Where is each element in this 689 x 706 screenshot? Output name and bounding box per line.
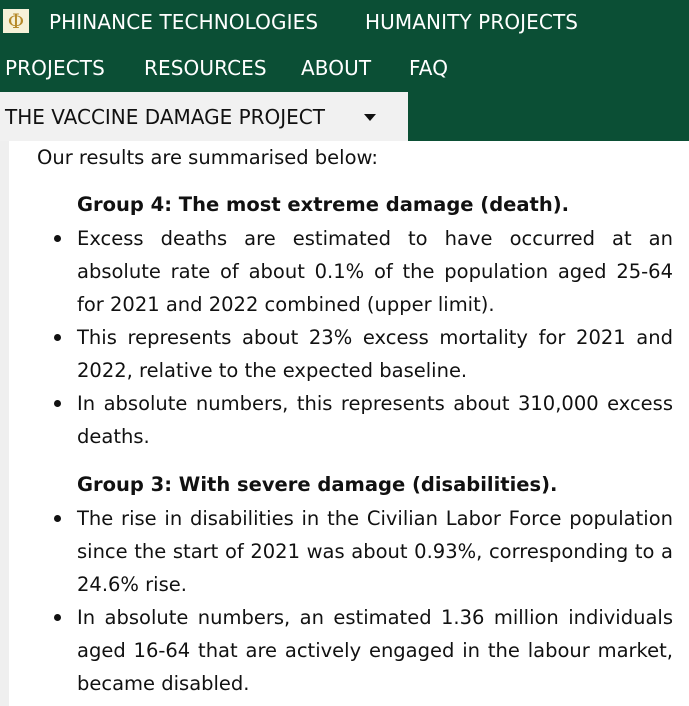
nav-link-resources[interactable]: RESOURCES: [144, 56, 267, 80]
project-dropdown[interactable]: [0, 92, 408, 141]
nav-link-about[interactable]: ABOUT: [301, 56, 372, 80]
phi-logo-icon[interactable]: Φ: [3, 9, 29, 33]
nav-link-phinance-technologies[interactable]: PHINANCE TECHNOLOGIES: [49, 10, 319, 34]
list-item: Excess deaths are estimated to have occurred at an absolute rate of about 0.1% of the population aged 25-64 for 2021 and 2022 combined (upper limit).: [77, 222, 673, 321]
results-summary: [9, 141, 689, 706]
bullet-icon: [54, 400, 61, 407]
bullet-icon: [54, 515, 61, 522]
list-item: This represents about 23% excess mortality for 2021 and 2022, relative to the expected baseline.: [77, 321, 673, 387]
project-dropdown-label: THE VACCINE DAMAGE PROJECT: [5, 104, 325, 129]
intro-text: Our results are summarised below:: [37, 146, 378, 169]
nav-link-projects[interactable]: PROJECTS: [5, 56, 105, 80]
content-left-border: [0, 141, 9, 706]
bullet-icon: [54, 235, 61, 242]
caret-down-icon: [364, 114, 376, 121]
bullet-icon: [54, 614, 61, 621]
group3-heading: Group 3: With severe damage (disabilities).: [77, 473, 558, 496]
bullet-icon: [54, 334, 61, 341]
list-item: In absolute numbers, this represents about 310,000 excess deaths.: [77, 387, 673, 453]
nav-link-faq[interactable]: FAQ: [409, 56, 449, 80]
nav-link-humanity-projects[interactable]: HUMANITY PROJECTS: [365, 10, 579, 34]
top-navigation: [0, 0, 689, 141]
group3-bullet-list: [77, 502, 673, 700]
list-item: In absolute numbers, an estimated 1.36 million individuals aged 16-64 that are actively engaged in the labour market, became disabled.: [77, 601, 673, 700]
list-item: The rise in disabilities in the Civilian Labor Force population since the start of 2021 was about 0.93%, corresponding to a 24.6% rise.: [77, 502, 673, 601]
group4-bullet-list: [77, 222, 673, 453]
group4-heading: Group 4: The most extreme damage (death).: [77, 193, 570, 216]
